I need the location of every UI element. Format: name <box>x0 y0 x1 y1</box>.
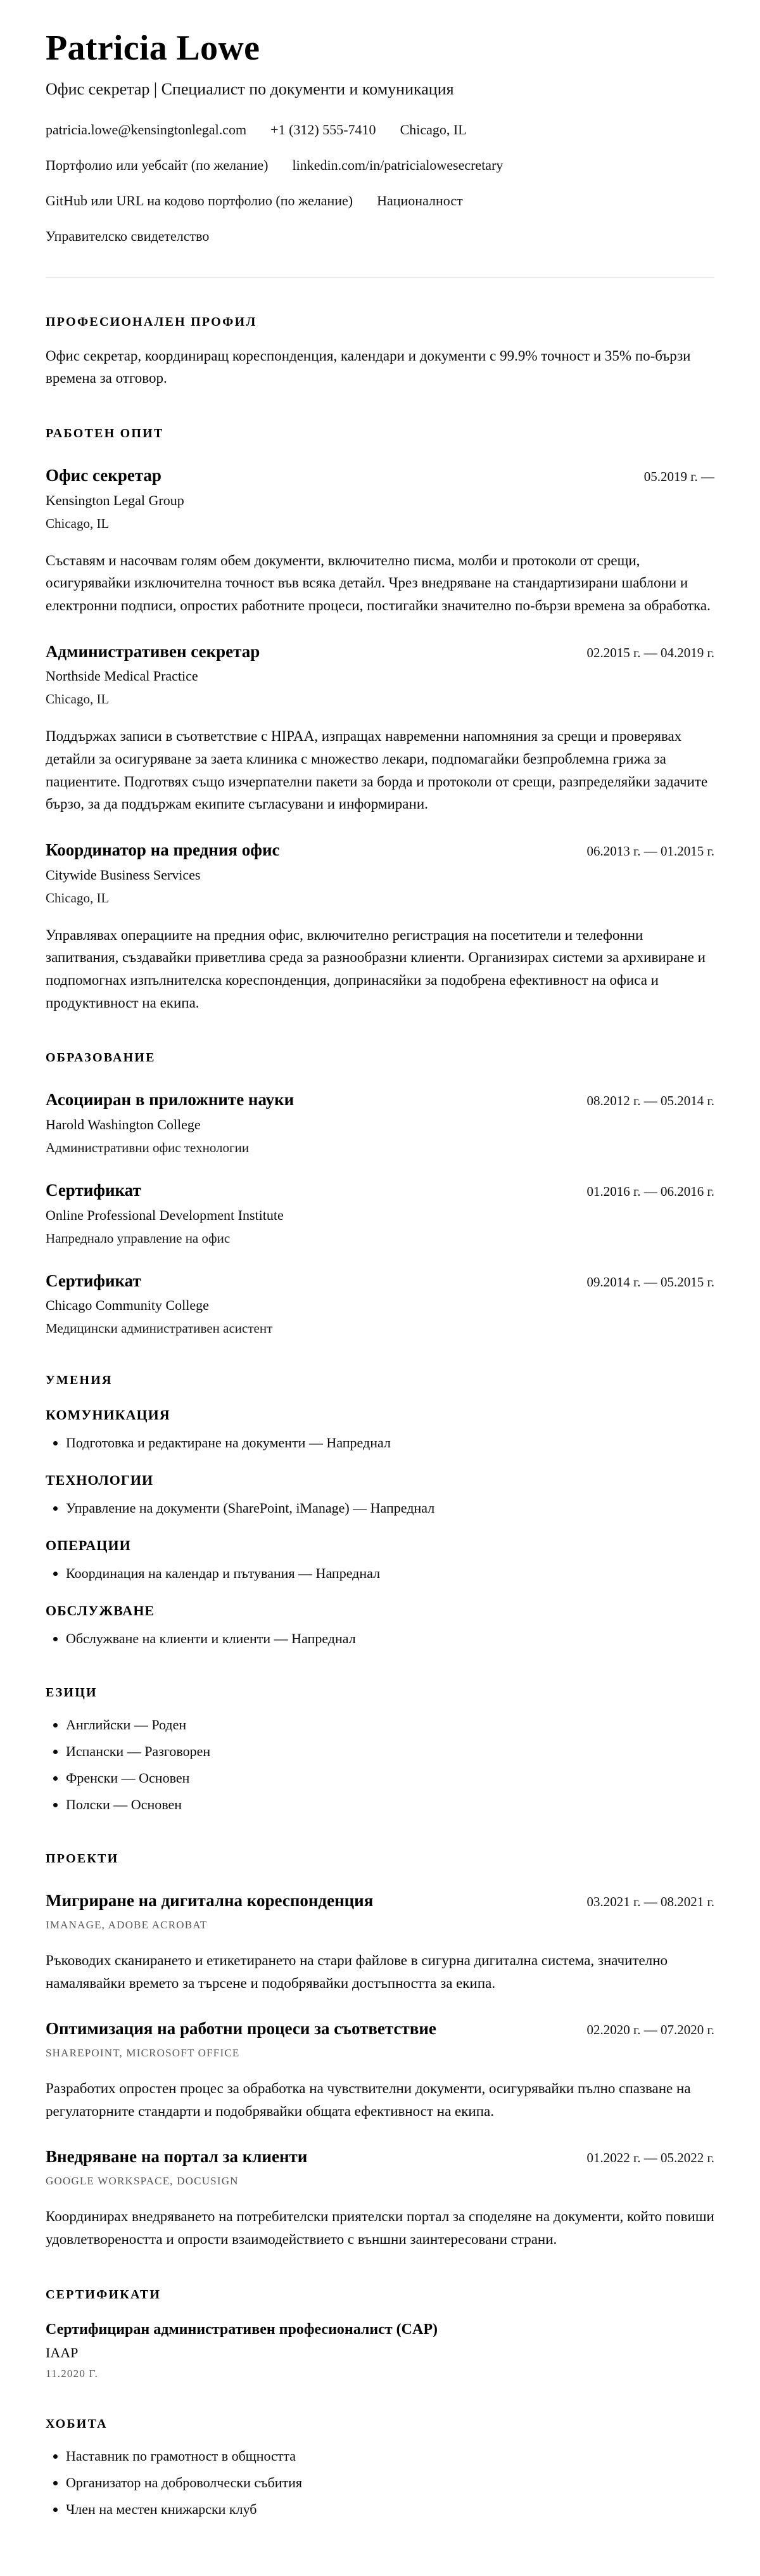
project-entry-header <box>46 2018 714 2040</box>
section-certificates <box>46 2288 714 2380</box>
project-dates: 01.2022 г. — 05.2022 г. <box>586 2150 714 2166</box>
contact-email: patricia.lowe@kensingtonlegal.com <box>46 121 247 138</box>
skill-item: • Управление на документи (SharePoint, iManage) — Напреднал <box>66 1497 714 1518</box>
education-entry-header <box>46 1089 714 1111</box>
skill-category: ОПЕРАЦИИ <box>46 1537 131 1554</box>
skill-group <box>46 1472 714 1518</box>
job-location: Chicago, IL <box>46 890 110 906</box>
project-entry <box>46 1890 714 1994</box>
certificate-issuer: IAAP <box>46 2344 79 2361</box>
education-entry <box>46 1180 714 1246</box>
skill-list <box>46 1563 714 1584</box>
degree-title: Асоцииран в приложните науки <box>46 1090 294 1110</box>
section-skills <box>46 1373 714 1649</box>
project-entry <box>46 2146 714 2250</box>
company-name: Citywide Business Services <box>46 866 201 883</box>
contact-location: Chicago, IL <box>400 121 467 138</box>
project-entry-header <box>46 2146 714 2168</box>
skill-list <box>46 1497 714 1518</box>
section-heading-projects: ПРОЕКТИ <box>46 1852 119 1866</box>
job-dates: 06.2013 г. — 01.2015 г. <box>586 843 714 859</box>
section-heading-languages: ЕЗИЦИ <box>46 1686 98 1700</box>
skill-category: ТЕХНОЛОГИИ <box>46 1472 154 1489</box>
project-tech: IMANAGE, ADOBE ACROBAT <box>46 1919 208 1932</box>
language-item: • Испански — Разговорен <box>66 1741 714 1762</box>
project-tech: SHAREPOINT, MICROSOFT OFFICE <box>46 2047 240 2060</box>
project-title: Внедряване на портал за клиенти <box>46 2147 308 2167</box>
section-experience <box>46 426 714 1014</box>
contact-row-1 <box>46 122 714 138</box>
company-name: Kensington Legal Group <box>46 492 184 508</box>
section-heading-certificates: СЕРТИФИКАТИ <box>46 2287 162 2302</box>
field-of-study: Напреднало управление на офис <box>46 1230 231 1246</box>
project-description: Координирах внедряването на потребителски приятелски портал за споделяне на документи, който повиши удовлетвореността и опрости взаимодействието с външни заинтересовани страни. <box>46 2208 714 2247</box>
job-description: Управлявах операциите на предния офис, включително регистрация на посетители и телефонни запитвания, създавайки приветлива среда за разнообразни клиенти. Организирах системи за архивиране и подпомогнах изпълнителска кореспонденция, допринасяйки за подобрена ефективност на офиса и продуктивност на екипа. <box>46 926 706 1011</box>
skill-item: • Координация на календар и пътувания — Напреднал <box>66 1563 714 1584</box>
language-item: • Френски — Основен <box>66 1767 714 1788</box>
education-entry-header <box>46 1271 714 1292</box>
field-of-study: Медицински административен асистент <box>46 1321 273 1336</box>
skill-list <box>46 1432 714 1453</box>
project-dates: 03.2021 г. — 08.2021 г. <box>586 1894 714 1910</box>
job-title: Офис секретар <box>46 465 162 485</box>
experience-entry-header <box>46 641 714 663</box>
hobby-item: • Член на местен книжарски клуб <box>66 2499 714 2520</box>
project-description: Ръководих сканирането и етикетирането на стари файлове в сигурна дигитална система, значително намалявайки времето за търсене и подобрявайки достъпността за екипа. <box>46 1952 668 1991</box>
school-name: Harold Washington College <box>46 1116 201 1132</box>
job-location: Chicago, IL <box>46 691 110 707</box>
certificate-title: Сертифициран административен професионалист (CAP) <box>46 2321 438 2338</box>
experience-entry <box>46 840 714 1014</box>
contact-github: GitHub или URL на кодово портфолио (по желание) <box>46 192 353 208</box>
field-of-study: Административни офис технологии <box>46 1139 250 1155</box>
education-dates: 01.2016 г. — 06.2016 г. <box>586 1183 714 1199</box>
hobby-item: • Наставник по грамотност в общността <box>66 2445 714 2466</box>
experience-entry-header <box>46 840 714 861</box>
skill-group <box>46 1537 714 1584</box>
education-dates: 08.2012 г. — 05.2014 г. <box>586 1093 714 1109</box>
job-dates: 02.2015 г. — 04.2019 г. <box>586 644 714 660</box>
contact-nationality: Националност <box>377 192 463 208</box>
profile-text: Офис секретар, координиращ кореспонденция, календари и документи с 99.9% точност и 35% по-бързи времена за отговор. <box>46 347 691 387</box>
skill-group <box>46 1407 714 1453</box>
experience-entry-header <box>46 465 714 487</box>
skill-list <box>46 1628 714 1649</box>
experience-entry <box>46 465 714 617</box>
skill-category: ОБСЛУЖВАНЕ <box>46 1603 155 1619</box>
language-list <box>46 1714 714 1815</box>
project-title: Оптимизация на работни процеси за съответствие <box>46 2019 436 2039</box>
contact-portfolio: Портфолио или уебсайт (по желание) <box>46 157 269 173</box>
degree-title: Сертификат <box>46 1180 141 1200</box>
language-item: • Полски — Основен <box>66 1794 714 1815</box>
contact-driving-license: Управителско свидетелство <box>46 227 210 244</box>
job-title: Административен секретар <box>46 641 260 661</box>
section-heading-experience: РАБОТЕН ОПИТ <box>46 426 164 440</box>
project-tech: GOOGLE WORKSPACE, DOCUSIGN <box>46 2175 239 2188</box>
section-languages <box>46 1686 714 1815</box>
resume-header <box>46 29 714 278</box>
contact-phone: +1 (312) 555-7410 <box>270 121 376 138</box>
project-description: Разработих опростен процес за обработка на чувствителни документи, осигурявайки пълно спазване на регулаторните стандарти и подобрявайки общата ефективност на екипа. <box>46 2080 691 2119</box>
job-dates: 05.2019 г. — <box>643 468 714 484</box>
section-hobbies <box>46 2417 714 2520</box>
education-entry <box>46 1271 714 1337</box>
certificate-date: 11.2020 Г. <box>46 2367 99 2380</box>
company-name: Northside Medical Practice <box>46 668 198 684</box>
section-projects <box>46 1852 714 2250</box>
job-location: Chicago, IL <box>46 515 110 531</box>
contact-row-2 <box>46 157 714 174</box>
job-description: Поддържах записи в съответствие с HIPAA, изпращах навременни напомняния за срещи и проверявах детайли за осигуряване за заета клиника с множество лекари, подпомагайки безпроблемна грижа за пациентите. Подготвях също изчерпателни пакети за борда и протоколи от срещи, разпределяйки задачите бързо, за да поддържам екипите съгласувани и информирани. <box>46 728 708 812</box>
job-title: Координатор на предния офис <box>46 840 280 859</box>
certificate-entry <box>46 2321 714 2380</box>
skill-item: • Подготовка и редактиране на документи — Напреднал <box>66 1432 714 1453</box>
project-title: Мигриране на дигитална кореспонденция <box>46 1891 374 1911</box>
hobby-item: • Организатор на доброволчески събития <box>66 2472 714 2493</box>
project-entry <box>46 2018 714 2122</box>
language-item: • Английски — Роден <box>66 1714 714 1735</box>
school-name: Chicago Community College <box>46 1297 209 1314</box>
section-heading-skills: УМЕНИЯ <box>46 1373 113 1388</box>
section-heading-profile: ПРОФЕСИОНАЛЕН ПРОФИЛ <box>46 314 257 329</box>
experience-entry <box>46 641 714 816</box>
school-name: Online Professional Development Institute <box>46 1207 284 1223</box>
project-dates: 02.2020 г. — 07.2020 г. <box>586 2022 714 2038</box>
section-education <box>46 1051 714 1336</box>
education-dates: 09.2014 г. — 05.2015 г. <box>586 1274 714 1290</box>
degree-title: Сертификат <box>46 1271 141 1290</box>
education-entry-header <box>46 1180 714 1201</box>
contact-row-3 <box>46 193 714 209</box>
section-heading-education: ОБРАЗОВАНИЕ <box>46 1051 156 1065</box>
project-entry-header <box>46 1890 714 1912</box>
skill-item: • Обслужване на клиенти и клиенти — Напреднал <box>66 1628 714 1649</box>
skill-category: КОМУНИКАЦИЯ <box>46 1407 170 1423</box>
skill-group <box>46 1603 714 1649</box>
contact-row-4 <box>46 228 714 245</box>
education-entry <box>46 1089 714 1156</box>
contact-info <box>46 122 714 245</box>
job-description: Съставям и насочвам голям обем документи, включително писма, молби и протоколи от срещи, осигурявайки изключителна точност във всяка детайл. Чрез внедряване на стандартизирани шаблони и електронни подписи, опростих работните процеси, постигайки значително по-бързи времена за обработка. <box>46 552 711 613</box>
candidate-name: Patricia Lowe <box>46 29 260 68</box>
candidate-job-title: Офис секретар | Специалист по документи и комуникация <box>46 79 454 98</box>
section-heading-hobbies: ХОБИТА <box>46 2416 108 2431</box>
hobby-list <box>46 2445 714 2520</box>
contact-linkedin: linkedin.com/in/patricialowesecretary <box>292 157 504 173</box>
section-profile <box>46 315 714 390</box>
